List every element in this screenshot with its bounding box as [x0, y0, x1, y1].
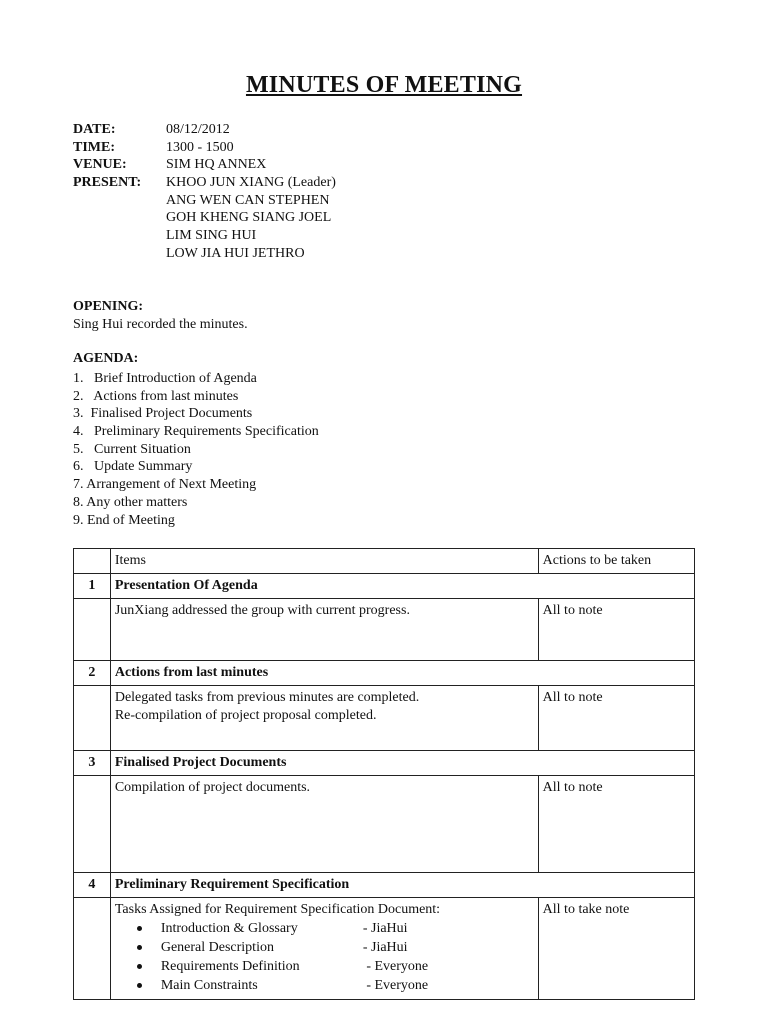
venue-label: VENUE: [73, 157, 127, 173]
section-number: 1 [74, 574, 111, 599]
task-name: Main Constraints [160, 978, 258, 993]
agenda-item: 9. End of Meeting [73, 512, 175, 528]
attendee: LOW JIA HUI JETHRO [166, 245, 305, 261]
task-name: Introduction & Glossary [160, 921, 298, 936]
present-label: PRESENT: [73, 175, 142, 191]
date-value: 08/12/2012 [166, 122, 230, 137]
section-number: 4 [74, 873, 111, 898]
empty-cell [74, 686, 111, 751]
time-value: 1300 - 1500 [166, 139, 234, 155]
agenda-item: 4. Preliminary Requirements Specification [73, 424, 319, 440]
section-row [74, 873, 695, 898]
time-label: TIME: [73, 139, 115, 155]
empty-cell [74, 599, 111, 661]
section-row [74, 574, 695, 599]
table-header-row [74, 549, 695, 574]
venue-value: SIM HQ ANNEX [166, 157, 267, 173]
attendee: LIM SING HUI [166, 228, 257, 244]
section-title: Presentation Of Agenda [110, 574, 694, 599]
header-num-cell [74, 549, 111, 574]
item-cell [110, 776, 538, 873]
action-cell: All to note [538, 686, 694, 751]
table-row [74, 599, 695, 661]
section-number: 3 [74, 751, 111, 776]
section-number: 2 [74, 661, 111, 686]
table-row [74, 776, 695, 873]
empty-cell [74, 776, 111, 873]
date-label: DATE: [73, 122, 116, 137]
item-cell [110, 599, 538, 661]
table-row [74, 898, 695, 1000]
present-row [73, 174, 336, 262]
date-row [73, 121, 336, 139]
agenda-item: 6. Update Summary [73, 459, 193, 475]
section-title: Finalised Project Documents [110, 751, 694, 776]
opening-heading: OPENING: [73, 299, 143, 314]
venue-row [73, 156, 336, 174]
meeting-details [73, 121, 336, 263]
task-assignee: - JiaHui [362, 921, 408, 936]
action-cell: All to note [538, 599, 694, 661]
item-line: JunXiang addressed the group with current progress. [114, 603, 410, 618]
item-cell [110, 686, 538, 751]
action-cell: All to note [538, 776, 694, 873]
list-item [135, 938, 534, 957]
task-list [115, 919, 534, 995]
agenda-item: 3. Finalised Project Documents [73, 406, 253, 422]
item-line: Tasks Assigned for Requirement Specification Document: [114, 902, 441, 917]
page-title: MINUTES OF MEETING [245, 72, 523, 98]
item-line: Delegated tasks from previous minutes are completed. [114, 690, 420, 705]
section-title: Preliminary Requirement Specification [110, 873, 694, 898]
time-row [73, 139, 336, 157]
attendee: ANG WEN CAN STEPHEN [166, 192, 330, 208]
task-assignee: - Everyone [362, 978, 429, 993]
item-line: Compilation of project documents. [114, 780, 311, 795]
attendee: KHOO JUN XIANG (Leader) [166, 175, 336, 191]
agenda-item: 1. Brief Introduction of Agenda [73, 371, 257, 386]
list-item [135, 919, 534, 938]
table-row [74, 686, 695, 751]
item-cell [110, 898, 538, 1000]
list-item [135, 957, 534, 976]
minutes-table [73, 548, 695, 1000]
action-cell: All to take note [538, 898, 694, 1000]
task-assignee: - Everyone [362, 959, 429, 974]
section-row [74, 751, 695, 776]
agenda-list [73, 370, 319, 529]
item-line: Re-compilation of project proposal completed. [114, 708, 377, 723]
task-name: General Description [160, 940, 274, 955]
list-item [135, 976, 534, 995]
attendee-list [166, 174, 336, 262]
task-assignee: - JiaHui [362, 940, 408, 955]
empty-cell [74, 898, 111, 1000]
header-items-cell: Items [110, 549, 538, 574]
header-actions-cell: Actions to be taken [538, 549, 694, 574]
opening-text: Sing Hui recorded the minutes. [73, 317, 248, 332]
attendee: GOH KHENG SIANG JOEL [166, 210, 332, 226]
task-name: Requirements Definition [160, 959, 300, 974]
agenda-heading: AGENDA: [73, 351, 139, 366]
agenda-item: 5. Current Situation [73, 441, 191, 457]
agenda-item: 8. Any other matters [73, 494, 188, 510]
section-title: Actions from last minutes [110, 661, 694, 686]
agenda-item: 7. Arrangement of Next Meeting [73, 477, 257, 493]
agenda-item: 2. Actions from last minutes [73, 388, 239, 404]
section-row [74, 661, 695, 686]
